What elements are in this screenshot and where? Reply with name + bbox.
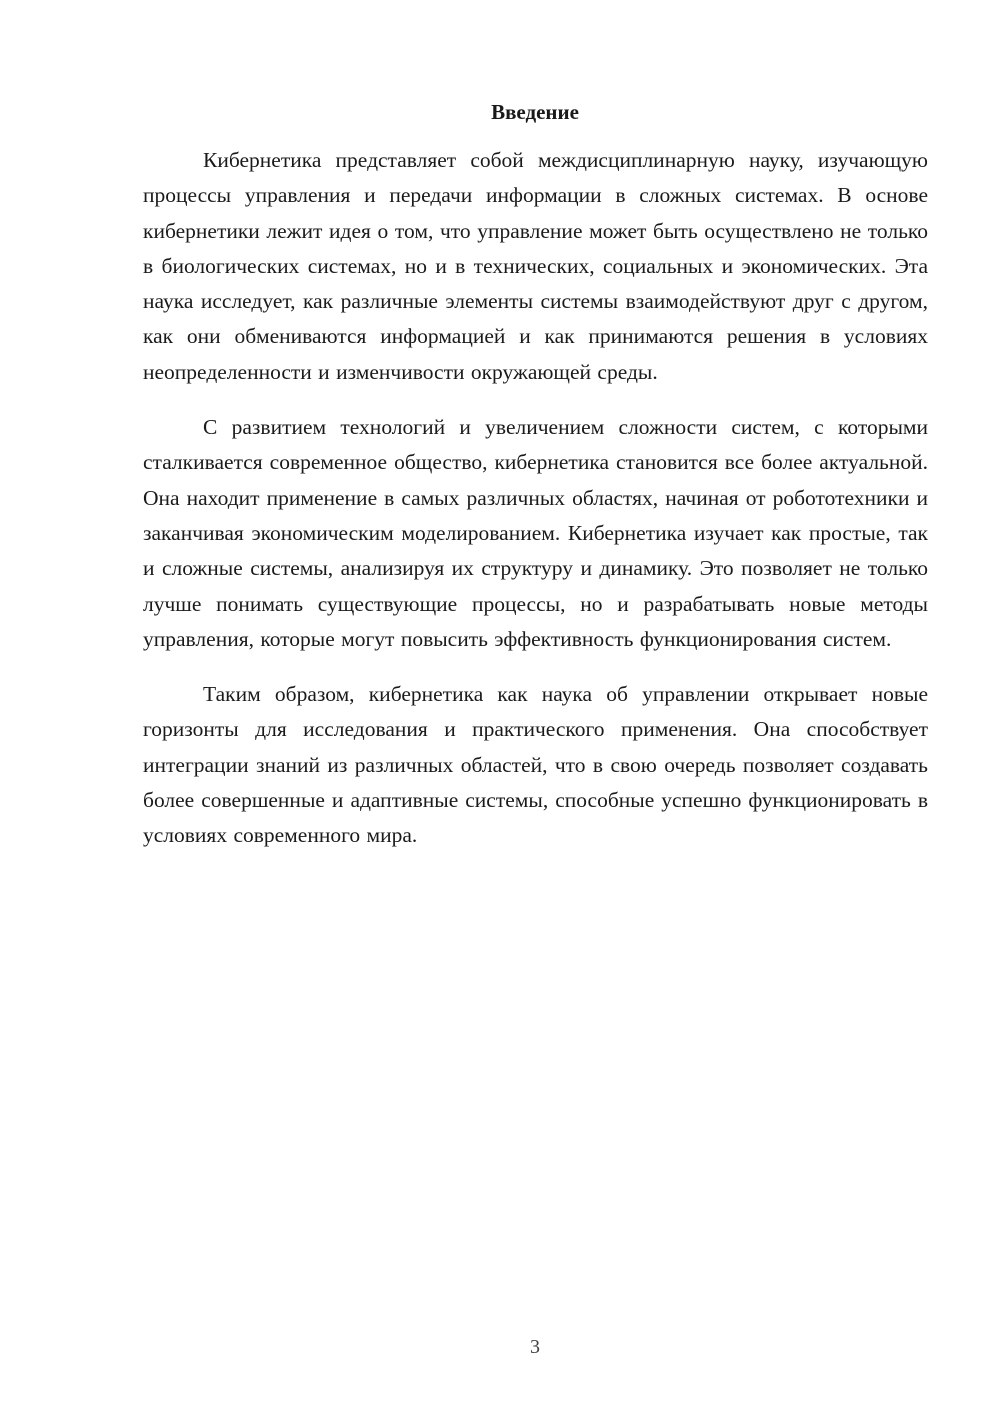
page-number: 3 — [530, 1336, 540, 1358]
body-text — [143, 143, 928, 874]
section-title: Введение — [491, 100, 579, 124]
paragraph-3: Таким образом, кибернетика как наука об управлении открывает новые горизонты для исследования и практического применения. Она способствует интеграции знаний из различных областей, что в свою очередь позволяет создавать более совершенные и адаптивные системы, способные успешно функционировать в условиях современного мира. — [143, 682, 928, 848]
paragraph-1: Кибернетика представляет собой междисциплинарную науку, изучающую процессы управления и передачи информации в сложных системах. В основе кибернетики лежит идея о том, что управление может быть осуществлено не только в биологических системах, но и в технических, социальных и экономических. Эта наука исследует, как различные элементы системы взаимодействуют друг с другом, как они обмениваются информацией и как принимаются решения в условиях неопределенности и изменчивости окружающей среды. — [143, 148, 928, 384]
paragraph-2: С развитием технологий и увеличением сложности систем, с которыми сталкивается современное общество, кибернетика становится все более актуальной. Она находит применение в самых различных областях, начиная от робототехники и заканчивая экономическим моделированием. Кибернетика изучает как простые, так и сложные системы, анализируя их структуру и динамику. Это позволяет не только лучше понимать существующие процессы, но и разрабатывать новые методы управления, которые могут повысить эффективность функционирования систем. — [143, 415, 928, 651]
